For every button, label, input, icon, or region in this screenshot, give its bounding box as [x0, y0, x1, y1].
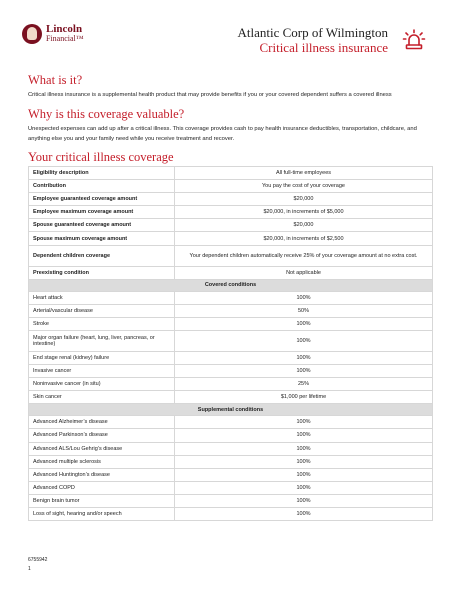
- row-value: Not applicable: [175, 266, 433, 279]
- lincoln-financial-logo: [22, 24, 84, 44]
- section-header-row: [29, 279, 433, 291]
- plan-title: Critical illness insurance: [259, 40, 388, 55]
- row-label: Benign brain tumor: [29, 494, 175, 507]
- coverage-table: [28, 166, 433, 521]
- row-label: Preexisting condition: [29, 266, 175, 279]
- table-row: [29, 245, 433, 266]
- table-row: [29, 507, 433, 520]
- row-label: End stage renal (kidney) failure: [29, 351, 175, 364]
- row-label: Spouse maximum coverage amount: [29, 232, 175, 245]
- row-label: Advanced Parkinson’s disease: [29, 429, 175, 442]
- section-header-row: [29, 404, 433, 416]
- row-label: Advanced Alzheimer’s disease: [29, 416, 175, 429]
- row-value: 100%: [175, 330, 433, 351]
- page-footer: [28, 556, 47, 574]
- row-value: 100%: [175, 317, 433, 330]
- row-value: 100%: [175, 365, 433, 378]
- row-label: Dependent children coverage: [29, 245, 175, 266]
- table-row: [29, 365, 433, 378]
- row-label: Arterial/vascular disease: [29, 304, 175, 317]
- table-row: [29, 442, 433, 455]
- row-label: Invasive cancer: [29, 365, 175, 378]
- table-row: [29, 391, 433, 404]
- row-label: Spouse guaranteed coverage amount: [29, 219, 175, 232]
- row-label: Advanced multiple sclerosis: [29, 455, 175, 468]
- table-row: [29, 378, 433, 391]
- row-value: 100%: [175, 494, 433, 507]
- table-row: [29, 468, 433, 481]
- why-valuable-text: Unexpected expenses can add up after a critical illness. This coverage provides cash to pay health insurance deductibles, transportation, childcare, and anything else you and your family need while you receive treatment and recover.: [28, 126, 417, 142]
- row-value: 100%: [175, 291, 433, 304]
- row-value: $20,000: [175, 193, 433, 206]
- table-row: [29, 206, 433, 219]
- row-value: 50%: [175, 304, 433, 317]
- row-label: Heart attack: [29, 291, 175, 304]
- company-name: Atlantic Corp of Wilmington: [237, 25, 388, 40]
- table-row: [29, 351, 433, 364]
- what-is-it-text: Critical illness insurance is a supplemental health product that may provide benefits if you or your covered dependent suffers a covered illness: [28, 92, 392, 98]
- siren-icon: [402, 28, 426, 52]
- row-label: Employee maximum coverage amount: [29, 206, 175, 219]
- row-value: You pay the cost of your coverage: [175, 180, 433, 193]
- table-row: [29, 494, 433, 507]
- table-row: [29, 167, 433, 180]
- row-value: 100%: [175, 416, 433, 429]
- table-row: [29, 304, 433, 317]
- row-value: 25%: [175, 378, 433, 391]
- row-value: $20,000, in increments of $5,000: [175, 206, 433, 219]
- row-label: Advanced ALS/Lou Gehrig’s disease: [29, 442, 175, 455]
- row-value: 100%: [175, 468, 433, 481]
- lincoln-logo-icon: [22, 24, 42, 44]
- logo-line2: Financial™: [46, 34, 84, 43]
- row-value: $20,000: [175, 219, 433, 232]
- table-row: [29, 455, 433, 468]
- row-label: Eligibility description: [29, 167, 175, 180]
- table-row: [29, 180, 433, 193]
- row-value: 100%: [175, 351, 433, 364]
- row-label: Employee guaranteed coverage amount: [29, 193, 175, 206]
- row-value: $1,000 per lifetime: [175, 391, 433, 404]
- page-number: 1: [28, 566, 31, 572]
- row-label: Advanced COPD: [29, 481, 175, 494]
- row-value: 100%: [175, 455, 433, 468]
- logo-line1: Lincoln: [46, 23, 83, 35]
- table-row: [29, 291, 433, 304]
- table-row: [29, 416, 433, 429]
- document-header: [0, 0, 460, 64]
- what-is-it-heading: What is it?: [28, 73, 83, 87]
- why-valuable-heading: Why is this coverage valuable?: [28, 107, 185, 121]
- row-value: Your dependent children automatically receive 25% of your coverage amount at no extra cost.: [175, 245, 433, 266]
- row-value: 100%: [175, 429, 433, 442]
- row-label: Skin cancer: [29, 391, 175, 404]
- row-label: Noninvasive cancer (in situ): [29, 378, 175, 391]
- row-label: Major organ failure (heart, lung, liver, pancreas, or intestine): [29, 330, 175, 351]
- row-value: All full-time employees: [175, 167, 433, 180]
- covered-conditions-header: Covered conditions: [29, 279, 433, 291]
- row-value: $20,000, in increments of $2,500: [175, 232, 433, 245]
- row-label: Contribution: [29, 180, 175, 193]
- coverage-heading: Your critical illness coverage: [28, 150, 174, 164]
- row-value: 100%: [175, 507, 433, 520]
- table-row: [29, 193, 433, 206]
- table-row: [29, 481, 433, 494]
- table-row: [29, 266, 433, 279]
- table-row: [29, 232, 433, 245]
- row-value: 100%: [175, 442, 433, 455]
- row-value: 100%: [175, 481, 433, 494]
- table-row: [29, 317, 433, 330]
- table-row: [29, 429, 433, 442]
- row-label: Advanced Huntington’s disease: [29, 468, 175, 481]
- table-row: [29, 219, 433, 232]
- row-label: Loss of sight, hearing and/or speech: [29, 507, 175, 520]
- document-id: 6755942: [28, 557, 48, 563]
- table-row: [29, 330, 433, 351]
- row-label: Stroke: [29, 317, 175, 330]
- supplemental-conditions-header: Supplemental conditions: [29, 404, 433, 416]
